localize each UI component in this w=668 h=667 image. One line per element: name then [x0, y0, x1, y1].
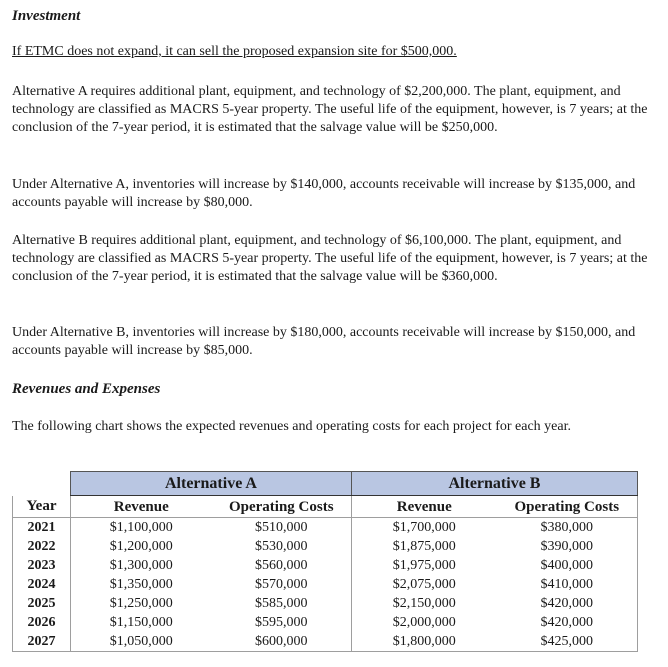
cell-a-operating-costs: $585,000 [212, 594, 352, 613]
table-row [13, 613, 638, 632]
cell-b-revenue: $2,075,000 [392, 576, 456, 592]
alt-a-equipment-paragraph: Alternative A requires additional plant, equipment, and technology of $2,200,000. The plant, equipment, and technology are classified as MACRS 5-year property. The useful life of the equipment, however, is 7 years; at the conclusion of the 7-year period, it is estimated that the salvage value will be $250,000. [12, 84, 648, 135]
alternative-b-header: Alternative B [352, 472, 638, 496]
site-sale-sentence: If ETMC does not expand, it can sell the proposed expansion site for $500,000. [12, 44, 457, 59]
cell-a-revenue: $1,300,000 [109, 557, 173, 573]
alt-b-working-capital-paragraph: Under Alternative B, inventories will increase by $180,000, accounts receivable will increase by $150,000, and accounts payable will increase by $85,000. [12, 325, 636, 358]
table-row [13, 575, 638, 594]
cell-a-revenue: $1,100,000 [71, 518, 212, 538]
investment-heading: Investment [12, 8, 81, 24]
cell-b-operating-costs: $420,000 [497, 594, 638, 613]
cell-b-operating-costs: $390,000 [497, 537, 638, 556]
column-header-a-operating-costs: Operating Costs [212, 496, 352, 518]
empty-corner-cell [13, 472, 71, 496]
cell-a-revenue: $1,150,000 [109, 614, 173, 630]
cell-b-operating-costs: $380,000 [497, 518, 638, 538]
cell-a-operating-costs: $530,000 [212, 537, 352, 556]
cell-year: 2023 [13, 556, 71, 575]
cell-a-operating-costs: $510,000 [212, 518, 352, 538]
cell-year: 2022 [13, 537, 71, 556]
cell-year: 2026 [13, 613, 71, 632]
cell-a-operating-costs: $570,000 [212, 575, 352, 594]
revenue-cost-table [12, 471, 638, 652]
table-row [13, 632, 638, 652]
cell-a-operating-costs: $600,000 [212, 632, 352, 652]
cell-a-operating-costs: $560,000 [212, 556, 352, 575]
cell-a-revenue: $1,250,000 [109, 595, 173, 611]
column-header-year: Year [13, 496, 71, 518]
cell-a-operating-costs: $595,000 [212, 613, 352, 632]
alternative-a-header: Alternative A [71, 472, 352, 496]
column-header-a-revenue: Revenue [113, 498, 169, 515]
cell-b-revenue: $1,975,000 [392, 557, 456, 573]
cell-a-revenue: $1,350,000 [109, 576, 173, 592]
revenues-expenses-heading: Revenues and Expenses [12, 381, 161, 397]
cell-year: 2024 [13, 575, 71, 594]
column-header-b-revenue: Revenue [396, 498, 452, 515]
cell-b-operating-costs: $400,000 [497, 556, 638, 575]
table-row [13, 594, 638, 613]
cell-a-revenue: $1,050,000 [71, 632, 212, 652]
cell-b-revenue: $2,000,000 [392, 614, 456, 630]
chart-intro-paragraph: The following chart shows the expected revenues and operating costs for each project for each year. [12, 419, 571, 434]
cell-a-revenue: $1,200,000 [109, 538, 173, 554]
cell-year: 2025 [13, 594, 71, 613]
cell-b-operating-costs: $420,000 [497, 613, 638, 632]
column-header-row [13, 496, 638, 518]
cell-b-revenue: $1,800,000 [352, 632, 497, 652]
cell-b-operating-costs: $425,000 [497, 632, 638, 652]
cell-year: 2027 [13, 632, 71, 652]
alt-b-equipment-paragraph: Alternative B requires additional plant, equipment, and technology of $6,100,000. The plant, equipment, and technology are classified as MACRS 5-year property. The useful life of the equipment, however, is 7 years; at the conclusion of the 7-year period, it is estimated that the salvage value will be $360,000. [12, 233, 648, 284]
alt-a-working-capital-paragraph: Under Alternative A, inventories will increase by $140,000, accounts receivable will increase by $135,000, and accounts payable will increase by $80,000. [12, 177, 636, 210]
cell-b-operating-costs: $410,000 [497, 575, 638, 594]
cell-b-revenue: $2,150,000 [392, 595, 456, 611]
table-row [13, 556, 638, 575]
table-row [13, 518, 638, 538]
group-header-row [13, 472, 638, 496]
cell-b-revenue: $1,700,000 [352, 518, 497, 538]
cell-b-revenue: $1,875,000 [392, 538, 456, 554]
table-row [13, 537, 638, 556]
cell-year: 2021 [13, 518, 71, 538]
column-header-b-operating-costs: Operating Costs [497, 496, 638, 518]
